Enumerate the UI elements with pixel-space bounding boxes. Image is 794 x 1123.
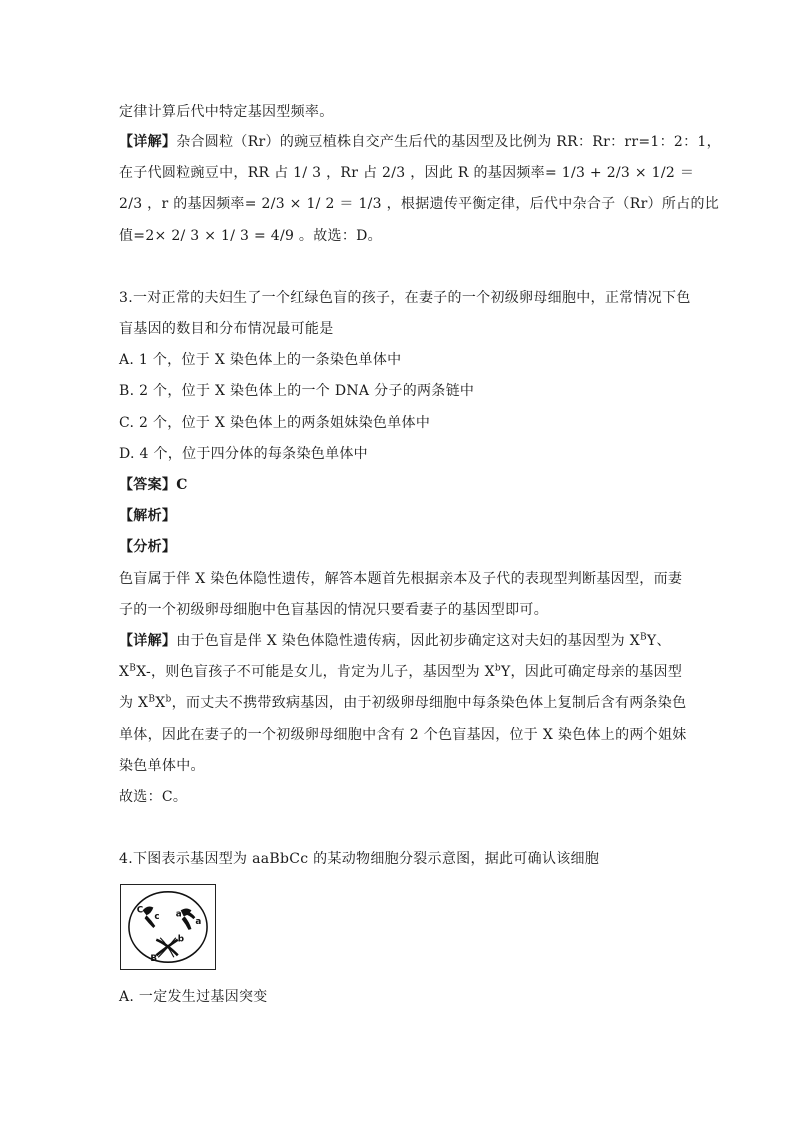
option-b: B. 2 个，位于 X 染色体上的一个 DNA 分子的两条链中 bbox=[119, 383, 475, 399]
text-span: X bbox=[119, 664, 130, 680]
gene-label-a: a bbox=[175, 909, 182, 920]
gene-label-c: c bbox=[154, 912, 160, 923]
text-line: 定律计算后代中特定基因型频率。 bbox=[119, 104, 334, 120]
text-line bbox=[119, 694, 687, 712]
superscript: B bbox=[640, 632, 647, 643]
fenxi-label: 【分析】 bbox=[119, 539, 177, 555]
answer-label: 【答案】C bbox=[119, 477, 188, 493]
text-span: 杂合圆粒（Rr）的豌豆植株自交产生后代的基因型及比例为 RR：Rr：rr=1：2：1， bbox=[176, 134, 721, 150]
gene-label-B: B bbox=[150, 954, 158, 965]
text-line bbox=[119, 133, 721, 151]
chromosome-shape bbox=[182, 916, 192, 930]
option-a: A. 1 个，位于 X 染色体上的一条染色单体中 bbox=[119, 352, 402, 368]
detail-tag: 【详解】 bbox=[119, 134, 177, 150]
superscript: B bbox=[129, 663, 137, 674]
chromosome-shape bbox=[143, 906, 154, 915]
text-span: X bbox=[155, 695, 166, 711]
text-line: 在子代圆粒豌豆中，RR 占 1/ 3 ，Rr 占 2/3 ，因此 R 的基因频率= 1/3 + 2/3 × 1/2 ＝ bbox=[119, 165, 695, 181]
cell-division-figure bbox=[120, 884, 216, 970]
option-c: C. 2 个，位于 X 染色体上的两条姐妹染色单体中 bbox=[119, 415, 431, 431]
gene-label-b: b bbox=[177, 934, 185, 945]
text-line: 染色单体中。 bbox=[119, 758, 205, 774]
superscript: b bbox=[165, 694, 172, 705]
option-d: D. 4 个，位于四分体的每条染色单体中 bbox=[119, 446, 368, 462]
text-span: Y、 bbox=[646, 633, 671, 649]
text-span: Y，因此可确定母亲的基因型 bbox=[500, 664, 683, 680]
text-span: ，而丈夫不携带致病基因，由于初级卵母细胞中每条染色体上复制后含有两条染色 bbox=[171, 695, 687, 711]
text-line bbox=[119, 663, 683, 681]
text-line bbox=[119, 632, 679, 650]
detail-tag: 【详解】 bbox=[119, 633, 177, 649]
gene-label-C: C bbox=[136, 905, 144, 916]
question-4-option-a: A. 一定发生过基因突变 bbox=[119, 989, 268, 1005]
gene-label-a: a bbox=[195, 917, 202, 928]
text-span: X-，则色盲孩子不可能是女儿，肯定为儿子，基因型为 X bbox=[136, 664, 495, 680]
text-span: 为 X bbox=[119, 695, 149, 711]
text-line: 2/3 ，r 的基因频率= 2/3 × 1/ 2 ＝ 1/3 ，根据遗传平衡定律，后代中杂合子（Rr）所占的比 bbox=[119, 196, 720, 212]
analysis-label: 【解析】 bbox=[119, 508, 177, 524]
superscript: b bbox=[494, 663, 501, 674]
text-line: 色盲属于伴 X 染色体隐性遗传，解答本题首先根据亲本及子代的表现型判断基因型，而妻 bbox=[119, 571, 683, 587]
cell-diagram bbox=[121, 885, 215, 969]
question-3-stem: 盲基因的数目和分布情况最可能是 bbox=[119, 321, 334, 337]
text-line: 故选：C。 bbox=[119, 789, 188, 805]
text-line: 单体，因此在妻子的一个初级卵母细胞中含有 2 个色盲基因，位于 X 染色体上的两个姐妹 bbox=[119, 727, 687, 743]
text-line: 值=2× 2/ 3 × 1/ 3 = 4/9 。故选：D。 bbox=[119, 228, 382, 244]
text-span: 由于色盲是伴 X 染色体隐性遗传病，因此初步确定这对夫妇的基因型为 X bbox=[176, 633, 640, 649]
question-4-stem: 4.下图表示基因型为 aaBbCc 的某动物细胞分裂示意图，据此可确认该细胞 bbox=[119, 851, 600, 867]
question-3-stem: 3.一对正常的夫妇生了一个红绿色盲的孩子，在妻子的一个初级卵母细胞中，正常情况下色 bbox=[119, 290, 691, 306]
superscript: B bbox=[148, 694, 156, 705]
text-line: 子的一个初级卵母细胞中色盲基因的情况只要看妻子的基因型即可。 bbox=[119, 602, 548, 618]
